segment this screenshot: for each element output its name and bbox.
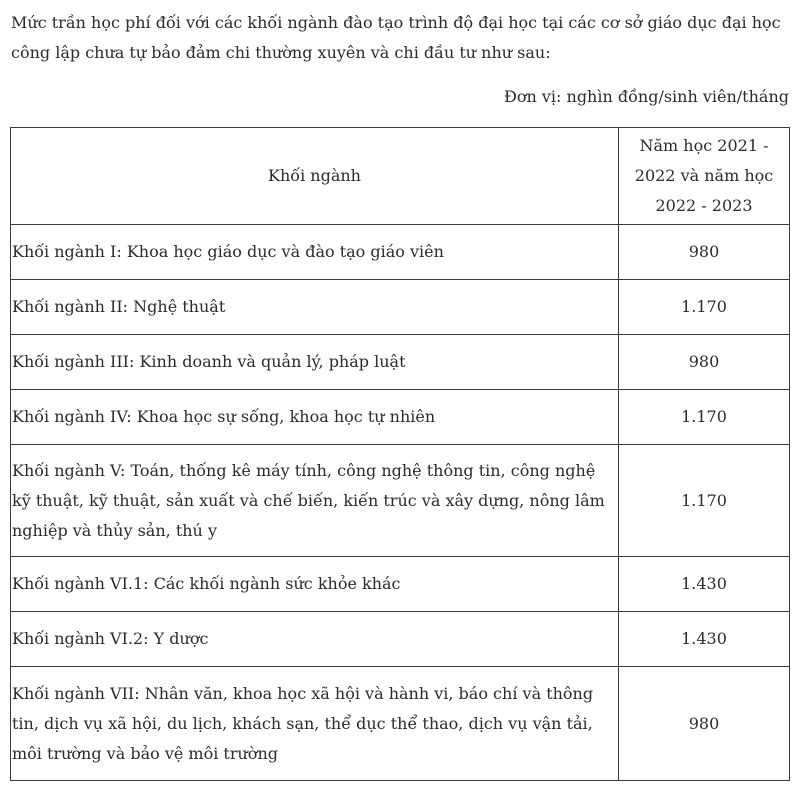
tuition-ceiling-value: 980 [619,335,790,390]
header-school-year: Năm học 2021 - 2022 và năm học 2022 - 2023 [619,128,790,225]
major-group-name: Khối ngành IV: Khoa học sự sống, khoa học tự nhiên [11,390,619,445]
tuition-ceiling-value: 1.170 [619,445,790,557]
table-header-row [11,128,790,225]
table-row [11,225,790,280]
major-group-name: Khối ngành V: Toán, thống kê máy tính, công nghệ thông tin, công nghệ kỹ thuật, kỹ thuật, sản xuất và chế biến, kiến trúc và xây dựng, nông lâm nghiệp và thủy sản, thú y [11,445,619,557]
unit-label: Đơn vị: nghìn đồng/sinh viên/tháng [503,87,789,106]
tuition-ceiling-value: 1.430 [619,612,790,667]
table-row [11,667,790,781]
table-row [11,557,790,612]
table-row [11,390,790,445]
major-group-name: Khối ngành VII: Nhân văn, khoa học xã hội và hành vi, báo chí và thông tin, dịch vụ xã hội, du lịch, khách sạn, thể dục thể thao, dịch vụ vận tải, môi trường và bảo vệ môi trường [11,667,619,781]
major-group-name: Khối ngành II: Nghệ thuật [11,280,619,335]
major-group-name: Khối ngành VI.2: Y dược [11,612,619,667]
header-major-group: Khối ngành [11,128,619,225]
table-row [11,445,790,557]
tuition-fee-table [10,127,790,781]
major-group-name: Khối ngành I: Khoa học giáo dục và đào tạo giáo viên [11,225,619,280]
major-group-name: Khối ngành III: Kinh doanh và quản lý, pháp luật [11,335,619,390]
tuition-ceiling-value: 980 [619,667,790,781]
table-row [11,335,790,390]
tuition-ceiling-value: 1.170 [619,390,790,445]
table-row [11,280,790,335]
tuition-ceiling-value: 1.430 [619,557,790,612]
tuition-ceiling-value: 1.170 [619,280,790,335]
major-group-name: Khối ngành VI.1: Các khối ngành sức khỏe khác [11,557,619,612]
intro-paragraph: Mức trần học phí đối với các khối ngành đào tạo trình độ đại học tại các cơ sở giáo dục đại học công lập chưa tự bảo đảm chi thường xuyên và chi đầu tư như sau: [11,13,781,62]
table-row [11,612,790,667]
tuition-ceiling-value: 980 [619,225,790,280]
